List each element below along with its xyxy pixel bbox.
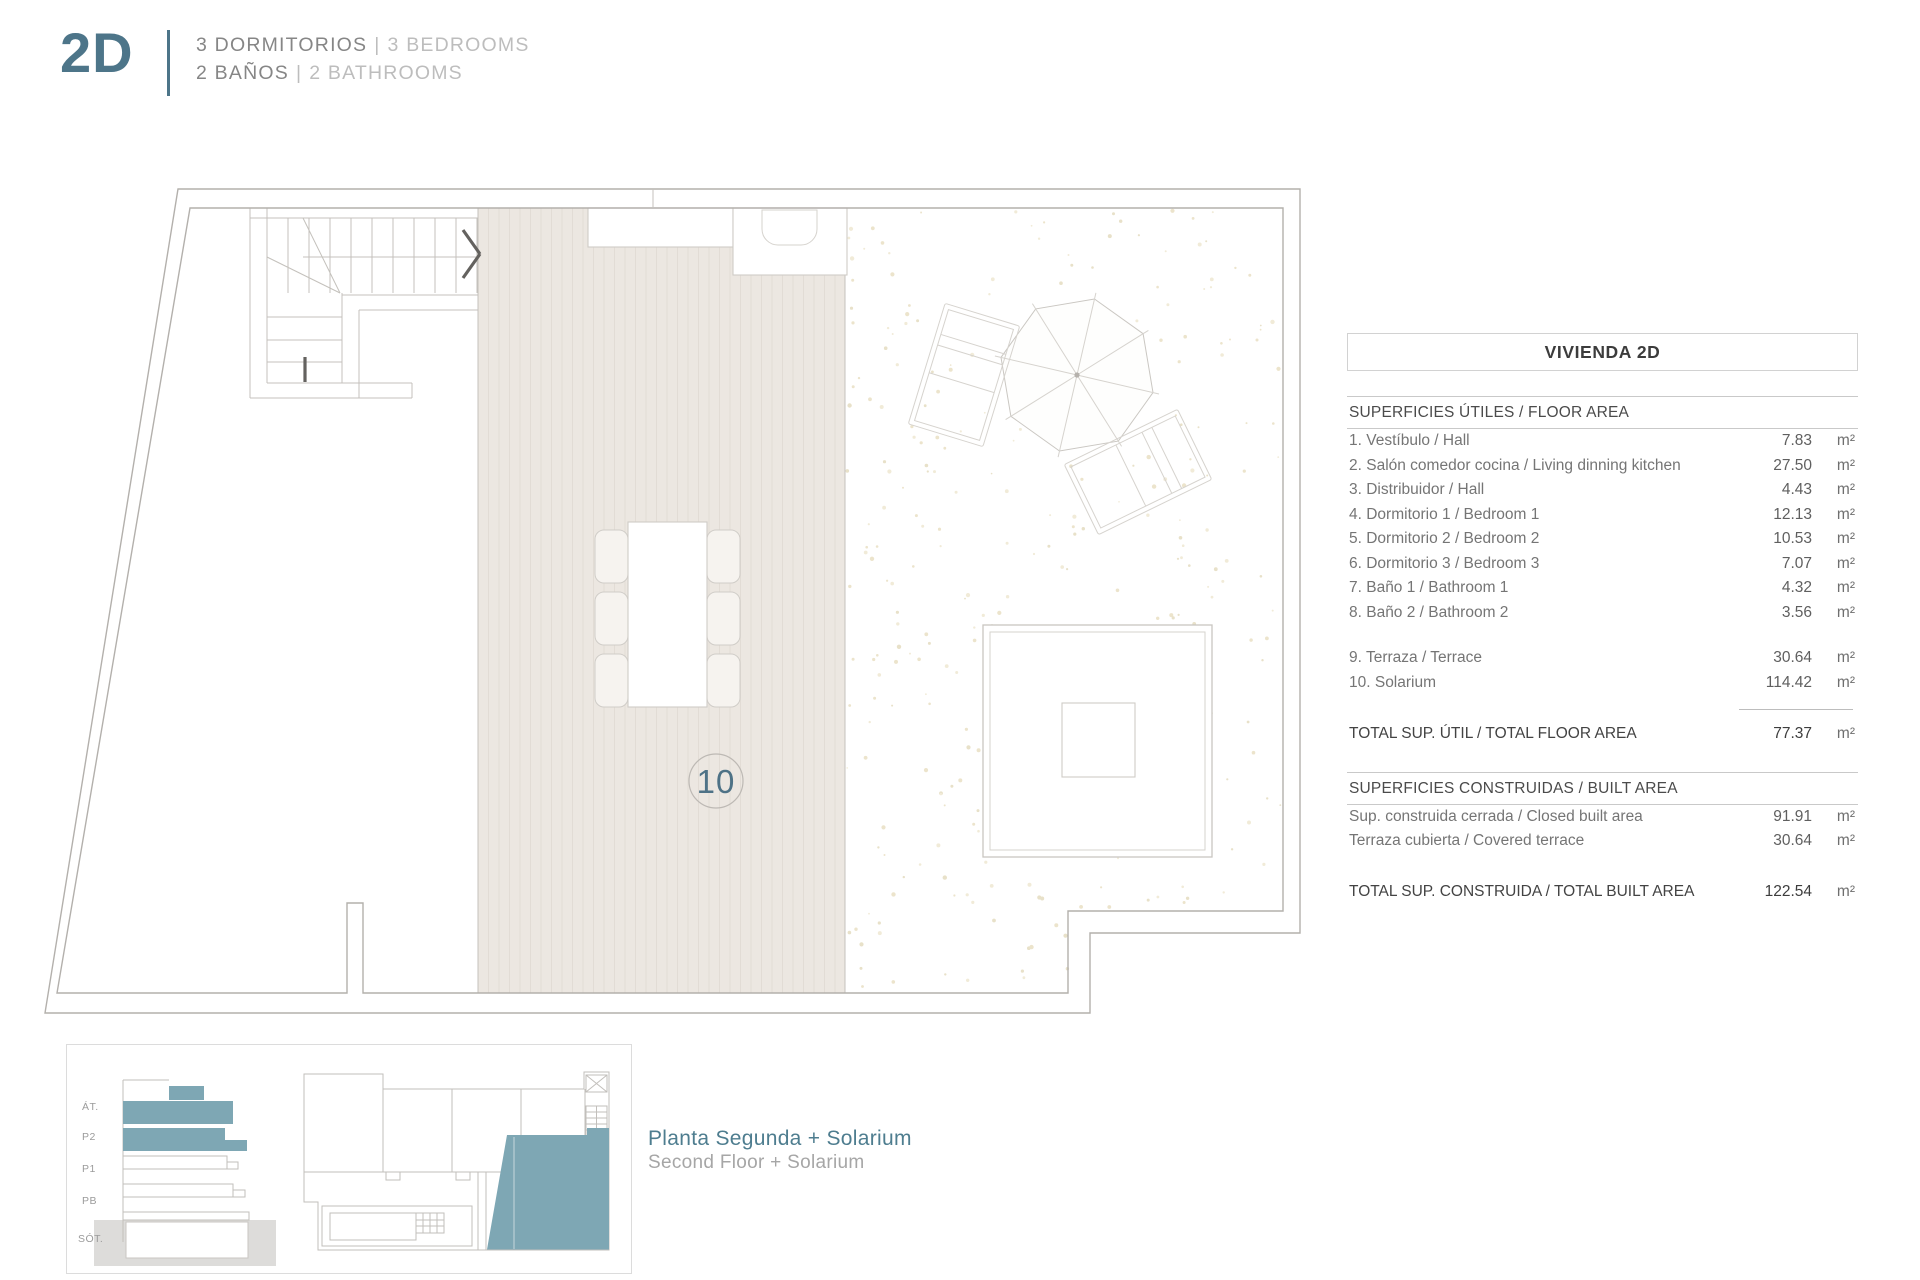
logo-divider: [167, 30, 170, 96]
floor-label: PB: [82, 1195, 98, 1207]
sun-lounger: [908, 303, 1019, 446]
area-table: [1347, 333, 1858, 904]
unit-summary: [196, 31, 530, 87]
table-row: 5. Dormitorio 2 / Bedroom 2 10.53 m²: [1349, 530, 1855, 548]
table-row: 3. Distribuidor / Hall 4.43 m²: [1349, 481, 1855, 499]
chair: [707, 592, 740, 645]
table-row: Sup. construida cerrada / Closed built area 91.91 m²: [1349, 807, 1855, 825]
bedrooms-line: 3 DORMITORIOS | 3 BEDROOMS: [196, 34, 530, 56]
built-area-section: [1347, 772, 1858, 905]
table-row: 1. Vestíbulo / Hall 7.83 m²: [1349, 432, 1855, 450]
caption-en: Second Floor + Solarium: [648, 1152, 865, 1173]
total-built-area-row: TOTAL SUP. CONSTRUIDA / TOTAL BUILT AREA 122.54 m²: [1349, 882, 1855, 900]
total-floor-area-row: TOTAL SUP. ÚTIL / TOTAL FLOOR AREA 77.37 m²: [1349, 725, 1855, 743]
table-row: 10. Solarium 114.42 m²: [1349, 673, 1855, 691]
chair: [707, 654, 740, 707]
highlight-floor-p2b: [123, 1128, 225, 1151]
floor-label: P2: [82, 1131, 96, 1143]
dining-table: [628, 522, 707, 707]
chair: [595, 592, 628, 645]
parasol: [995, 293, 1159, 457]
chair: [595, 530, 628, 583]
table-row: 4. Dormitorio 1 / Bedroom 1 12.13 m²: [1349, 505, 1855, 523]
unit-logo: 2D: [60, 21, 134, 84]
location-key-diagram: [66, 1044, 632, 1274]
room-number-badge: [689, 754, 743, 808]
floor-label: ÁT.: [82, 1101, 99, 1113]
floor-plan-drawing: [43, 185, 1313, 1030]
caption-es: Planta Segunda + Solarium: [648, 1127, 912, 1150]
highlight-floor-p2: [123, 1101, 233, 1124]
table-row: 2. Salón comedor cocina / Living dinning kitchen 27.50 m²: [1349, 456, 1855, 474]
staircase: [250, 208, 478, 398]
table-row: Terraza cubierta / Covered terrace 30.64 m²: [1349, 832, 1855, 850]
plan-caption: [648, 1126, 912, 1175]
table-row: 9. Terraza / Terrace 30.64 m²: [1349, 649, 1855, 667]
table-title: VIVIENDA 2D: [1347, 333, 1858, 371]
section-header: SUPERFICIES ÚTILES / FLOOR AREA: [1347, 397, 1858, 429]
bathrooms-line: 2 BAÑOS | 2 BATHROOMS: [196, 62, 463, 84]
highlight-unit: [487, 1128, 609, 1250]
table-row: 8. Baño 2 / Bathroom 2 3.56 m²: [1349, 603, 1855, 621]
section-header: SUPERFICIES CONSTRUIDAS / BUILT AREA: [1347, 773, 1858, 805]
floor-label: SÓT.: [78, 1233, 104, 1245]
floor-area-section: [1347, 396, 1858, 747]
table-row: 6. Dormitorio 3 / Bedroom 3 7.07 m²: [1349, 554, 1855, 572]
floor-label: P1: [82, 1163, 96, 1175]
chair: [707, 530, 740, 583]
highlight-floor-atico: [169, 1086, 204, 1100]
dining-table-set: [595, 522, 740, 707]
room-number-label: 10: [696, 763, 736, 800]
chair: [595, 654, 628, 707]
total-rule: [1739, 709, 1853, 710]
planter: [983, 625, 1212, 857]
table-row: 7. Baño 1 / Bathroom 1 4.32 m²: [1349, 579, 1855, 597]
